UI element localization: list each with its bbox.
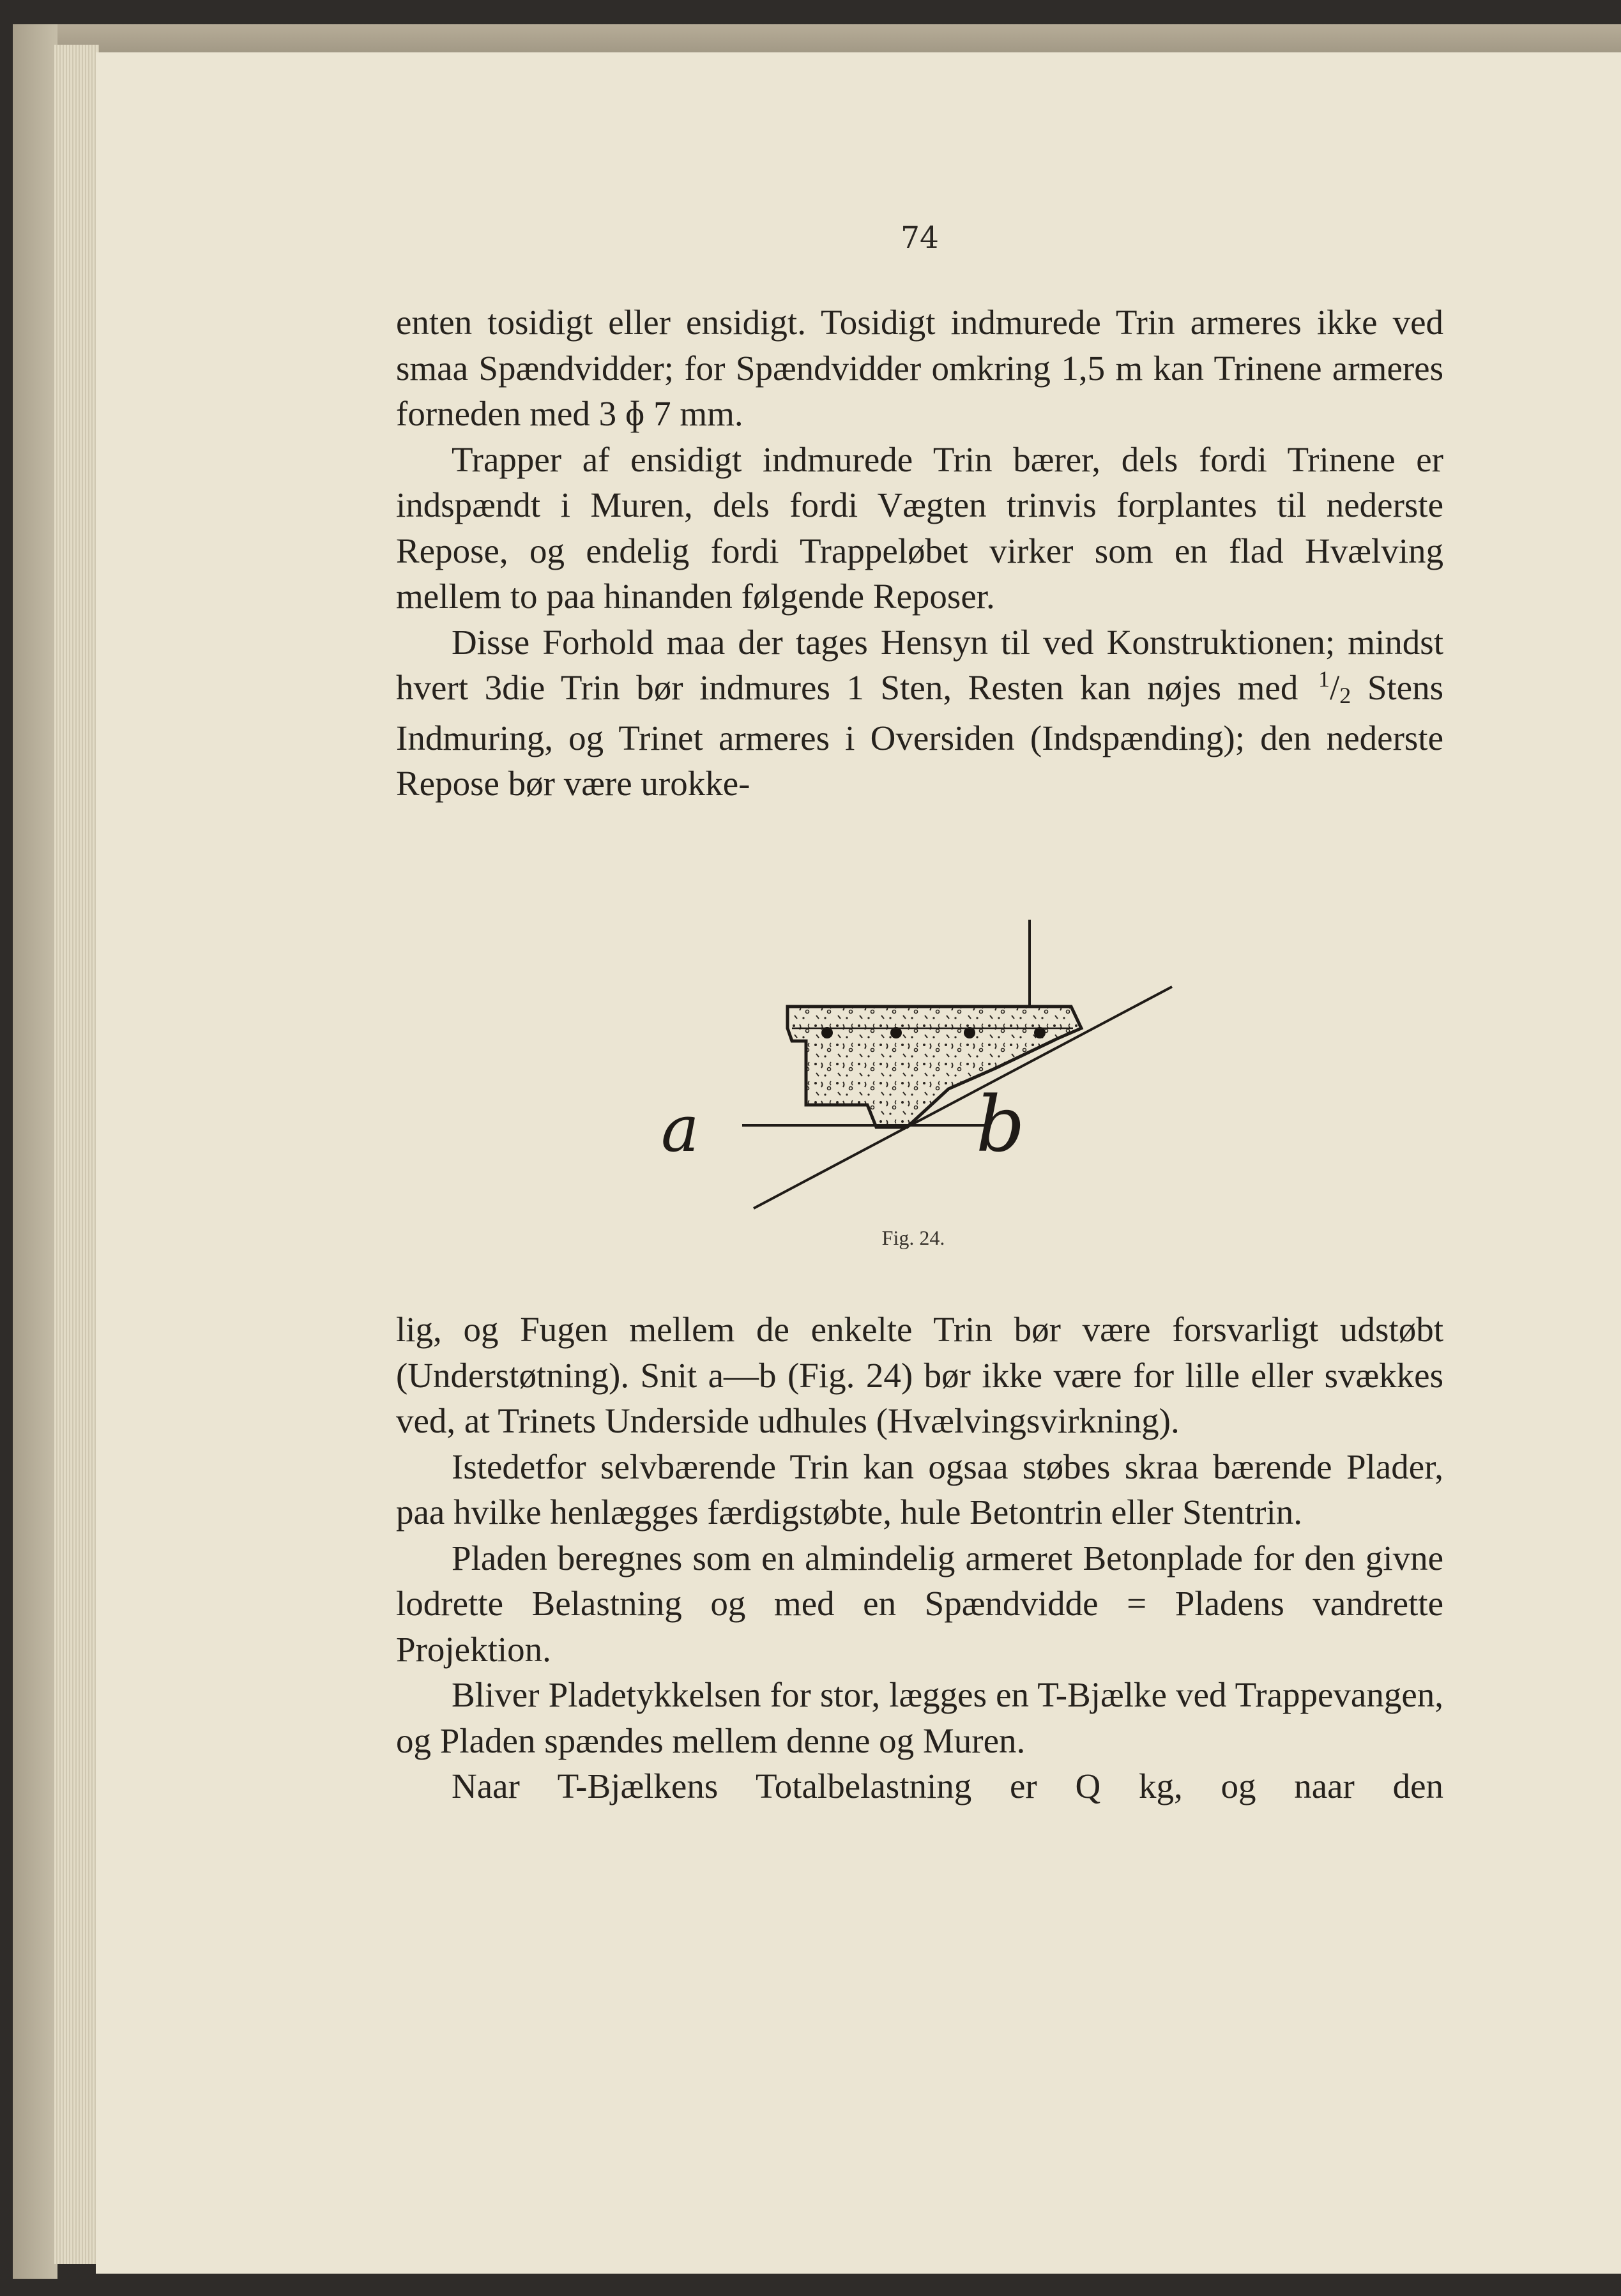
- figure-label-b: b: [976, 1081, 1025, 1169]
- book-cover-top-edge: [13, 24, 1621, 56]
- paragraph-text: Stens Indmuring, og Trinet armeres i Oversiden (Indspænding); den nederste Repose bør være urokke-: [396, 668, 1443, 803]
- fraction-numerator: 1: [1318, 666, 1330, 692]
- book-cover-left-edge: [13, 24, 57, 2279]
- paragraph-continuation: lig, og Fugen mellem de enkelte Trin bør være forsvarligt udstøbt (Understøtning). Snit a—b (Fig. 24) bør ikke være for lille eller svækkes ved, at Trinets Underside udhules (Hvælvingsvirkning).: [396, 1310, 1443, 1440]
- figure-caption: Fig. 24.: [881, 1226, 945, 1249]
- stair-step-figure: [639, 907, 1214, 1226]
- text-block-bottom: [396, 1307, 1443, 1809]
- rebar-dot: [1034, 1027, 1046, 1038]
- paragraph-continuation: enten tosidigt eller ensidigt. Tosidigt indmurede Trin armeres ikke ved smaa Spændvidder; for Spændvidder omkring 1,5 m kan Trinene armeres forneden med 3 ɸ 7 mm.: [396, 303, 1443, 433]
- figure-label-a: a: [661, 1091, 699, 1166]
- text-block-top: [396, 300, 1443, 807]
- rebar-dot: [821, 1027, 833, 1038]
- paragraph-naar: Naar T-Bjælkens Totalbelastning er Q kg, og naar den: [452, 1767, 1443, 1806]
- step-cross-section: [788, 1007, 1081, 1127]
- page-stack-edges: [54, 45, 99, 2264]
- paragraph-bliver: Bliver Pladetykkelsen for stor, lægges en T-Bjælke ved Trappevangen, og Pladen spændes mellem denne og Muren.: [396, 1675, 1443, 1760]
- rebar-dot: [964, 1027, 975, 1038]
- page-number: 74: [901, 220, 939, 255]
- rebar-dot: [890, 1027, 902, 1038]
- paragraph-disse-forhold: Disse Forhold maa der tages Hensyn til ved Konstruktionen; mindst hvert 3die Trin bør indmures 1 Sten, Resten kan nøjes med $^1$/2 Stens Indmuring, og Trinet armeres i Oversiden (Indspænding); den nederste Repose bør være urokke-: [396, 622, 1443, 803]
- fraction-denominator: 2: [1339, 683, 1351, 708]
- paragraph-istedetfor: Istedetfor selvbærende Trin kan ogsaa støbes skraa bærende Plader, paa hvilke henlægges færdigstøbte, hule Betontrin eller Stentrin.: [396, 1447, 1443, 1532]
- paragraph-trapper: Trapper af ensidigt indmurede Trin bærer, dels fordi Trinene er indspændt i Muren, dels fordi Vægten trinvis forplantes til nederste Repose, og endelig fordi Trappeløbet virker som en flad Hvælving mellem to paa hinanden følgende Reposer.: [396, 439, 1443, 616]
- paragraph-pladen: Pladen beregnes som en almindelig armeret Betonplade for den givne lodrette Belastning og med en Spændvidde = Pladens vandrette Projektion.: [396, 1538, 1443, 1669]
- paragraph-text: Disse Forhold maa der tages Hensyn til ved Konstruktionen; mindst hvert 3die Trin bør indmures 1 Sten, Resten kan nøjes med: [396, 622, 1443, 707]
